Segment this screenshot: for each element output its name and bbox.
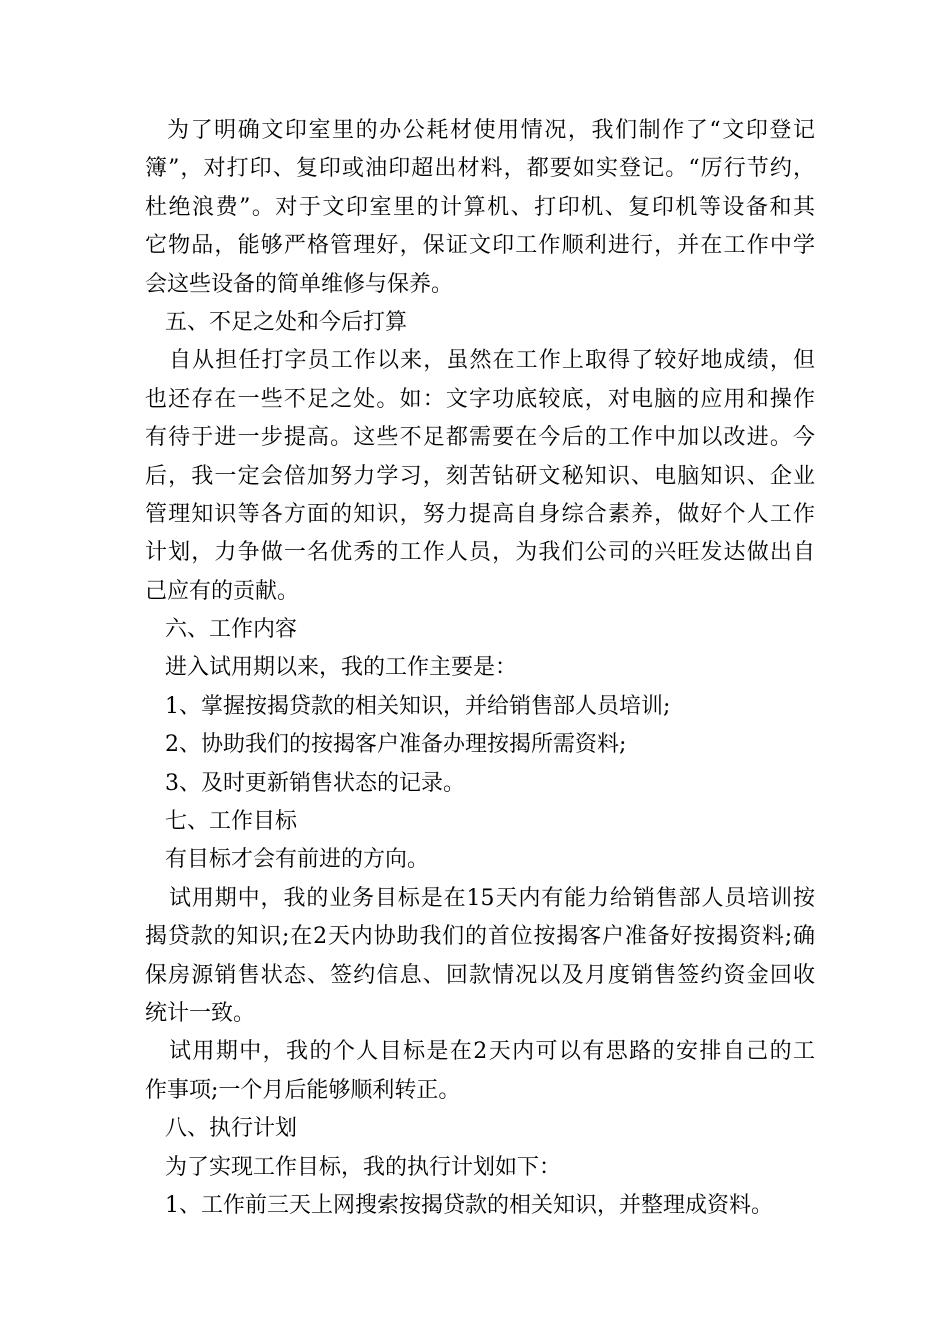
paragraph-line: 统计一致。 [145, 1000, 256, 1026]
paragraph-line: 计划，力争做一名优秀的工作人员，为我们公司的兴旺发达做出自 [145, 540, 815, 566]
paragraph-line: 后，我一定会倍加努力学习，刻苦钻研文秘知识、电脑知识、企业 [145, 463, 815, 489]
list-item: 1、掌握按揭贷款的相关知识，并给销售部人员培训; [165, 693, 671, 719]
paragraph-line: 进入试用期以来，我的工作主要是： [165, 655, 518, 681]
paragraph-line: 管理知识等各方面的知识，努力提高自身综合素养，做好个人工作 [145, 501, 815, 527]
section-heading: 五、不足之处和今后打算 [165, 309, 408, 335]
paragraph-line: 为了明确文印室里的办公耗材使用情况，我们制作了“文印登记 [167, 118, 815, 143]
section-heading: 六、工作内容 [165, 617, 298, 643]
paragraph-line: 也还存在一些不足之处。如：文字功底较底，对电脑的应用和操作 [145, 386, 815, 412]
section-heading: 八、执行计划 [165, 1116, 298, 1142]
section-heading: 七、工作目标 [165, 809, 298, 835]
paragraph-line: 作事项;一个月后能够顺利转正。 [145, 1077, 461, 1103]
paragraph-line: 杜绝浪费”。对于文印室里的计算机、打印机、复印机等设备和其 [145, 194, 815, 220]
paragraph-line: 揭贷款的知识;在2天内协助我们的首位按揭客户准备好按揭资料;确 [145, 924, 815, 950]
document-body [145, 112, 815, 1225]
paragraph-line: 它物品，能够严格管理好，保证文印工作顺利进行，并在工作中学 [145, 233, 815, 259]
paragraph-line: 试用期中，我的个人目标是在2天内可以有思路的安排自己的工 [169, 1039, 815, 1065]
paragraph-line: 簿”，对打印、复印或油印超出材料，都要如实登记。“厉行节约， [145, 156, 815, 182]
list-item: 2、协助我们的按揭客户准备办理按揭所需资料; [165, 732, 627, 758]
paragraph-line: 为了实现工作目标，我的执行计划如下： [165, 1154, 562, 1180]
paragraph-line: 己应有的贡献。 [145, 578, 300, 604]
list-item: 3、及时更新销售状态的记录。 [165, 770, 465, 796]
paragraph-line: 有待于进一步提高。这些不足都需要在今后的工作中加以改进。今 [145, 425, 815, 451]
paragraph-line: 有目标才会有前进的方向。 [165, 847, 430, 873]
paragraph-line: 自从担任打字员工作以来，虽然在工作上取得了较好地成绩，但 [169, 348, 815, 374]
list-item: 1、工作前三天上网搜索按揭贷款的相关知识，并整理成资料。 [165, 1192, 773, 1218]
paragraph-line: 保房源销售状态、签约信息、回款情况以及月度销售签约资金回收 [145, 962, 815, 988]
paragraph-line: 会这些设备的简单维修与保养。 [145, 271, 454, 297]
paragraph-line: 试用期中，我的业务目标是在15天内有能力给销售部人员培训按 [169, 885, 815, 911]
